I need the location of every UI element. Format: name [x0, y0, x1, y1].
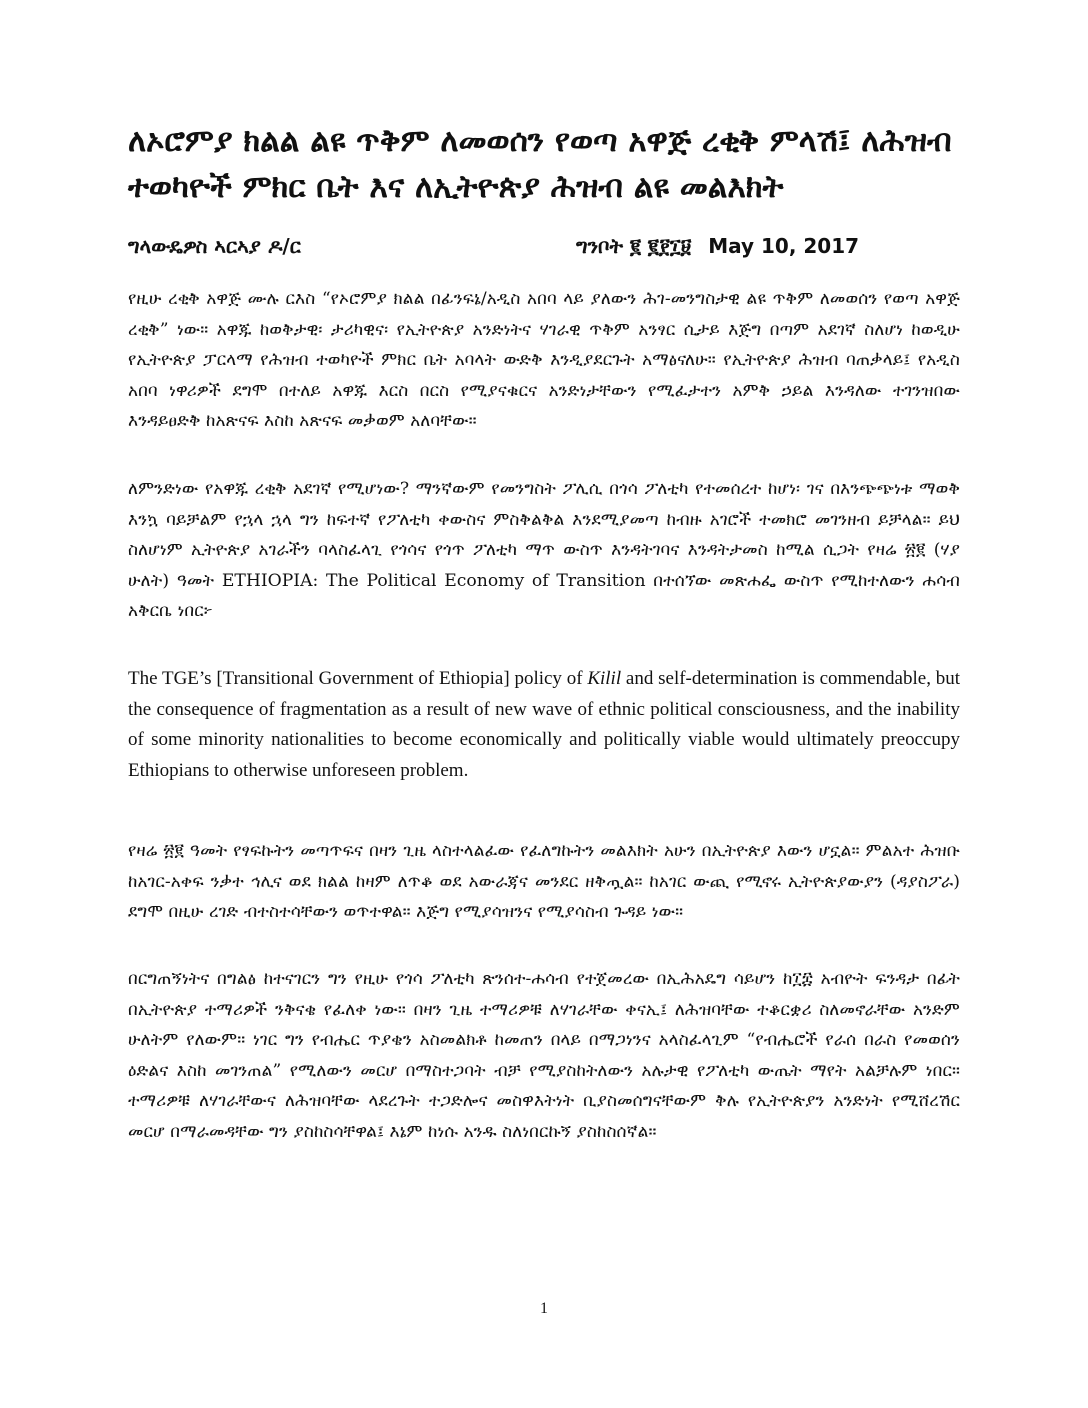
paragraph-1: የዚሁ ረቂቅ አዋጅ ሙሉ ርእስ “የኦሮምያ ክልል በፊንፍኔ/አዲስ አበባ ላይ ያለውን ሕገ-መንግስታዊ ልዩ ጥቅም ለመወሰን የወጣ አዋጅ ረቂቅ” ነው። አዋጁ ከወቅታዊ፡ ታሪካዊና፡ የኢትዮጵያ አንድነትና ሃገራዊ ጥቅም አንፃር ሲታይ እጅግ በጣም አደገኛ ስለሆነ ከወዲሁ የኢትዮጵያ ፓርላማ የሕዝብ ተወካዮች ምክር ቤት አባላት ውድቅ እንዲያደርጉት አማፅናለሁ። የኢትዮጵያ ሕዝብ ባጠቃላይ፤ የአዲስ አበባ ነዋሪዎች ደግሞ በተለይ አዋጁ እርስ በርስ የሚያናቁርና አንድነታቸውን የሚፈታተን አምቅ ኃይል እንዳለው ተገንዝበው እንዳይፀድቅ ከአጽናፍ እስከ አጽናፍ መቃወም አለባቸው።	[128, 289, 960, 432]
byline	[128, 226, 968, 266]
date-ethiopic: ግንቦት ፪ ፪፻፲፱	[576, 234, 692, 258]
quote-text-end: and self-determination is commendable, but the consequence of fragmentation as a result of new wave of ethnic political consciousness, and the inability of some minority nationalities to become economically and politically viable would ultimately preoccupy Ethiopians to otherwise unforeseen problem.	[128, 668, 961, 781]
paragraph-4: የዛሬ ፳፪ ዓመት የፃፍኩትን መጣጥፍና በዛን ጊዜ ላስተላልፈው የፈለግኩትን መልእክት አሁን በኢትዮጵያ እውን ሆኗል። ምልአተ ሕዝቡ ከአገር-አቀፍ ንቃተ ኅሊና ወደ ክልል ከዛም ለጥቆ ወደ አውራጃና መንደር ዘቅጧል። ከአገር ውጪ የሚኖሩ ኢትዮጵያውያን (ዳያስፖራ) ደግሞ በዚሁ ረገድ ብተስተሳቸውን ወጥተዋል። እጅግ የሚያሳዝንና የሚያሳስብ ጉዳይ ነው።	[128, 841, 960, 923]
author-name: ግላውዴዎስ ኣርኣያ ዶ/ር	[128, 234, 301, 258]
date-gregorian: May 10, 2017	[708, 234, 860, 258]
paragraph-2: ለምንድነው የአዋጁ ረቂቅ አደገኛ የሚሆነው? ማንኛውም የመንግስት ፖሊሲ በጎሳ ፖለቲካ የተመሰረተ ከሆነ፡ ገና በእንጭጭነቱ ማወቅ እንኳ ባይቻልም የኋላ ኋላ ግን ከፍተኛ የፖለቲካ ቀውስና ምስቅልቅል እንደሚያመጣ ከብዙ አገሮች ተመክሮ መገንዘብ ይቻላል። ይህ ስለሆነም ኢትዮጵያ አገራችን ባላስፈላጊ የጎሳና የጎጥ ፖለቲካ ማጥ ውስጥ እንዳትገባና እንዳትታመስ ከሚል ሲጋት የዛሬ ፳፪ (ሃያ ሁለት) ዓመት ETHIOPIA: The Political Economy of Transition በተሰኘው መጽሐፌ ውስጥ የሚከተለውን ሐሳብ አቅርቤ ነበር፦	[128, 479, 960, 622]
paragraph-3-quote	[128, 664, 960, 786]
quote-text-start: The TGE’s [Transitional Government of Ethiopia] policy of	[128, 668, 588, 689]
document-title: ለኦሮምያ ክልል ልዩ ጥቅም ለመወሰን የወጣ አዋጅ ረቂቅ ምላሽ፤ ለሕዝብ ተወካዮች ምክር ቤት እና ለኢትዮጵያ ሕዝብ ልዩ መልእክት	[128, 123, 952, 205]
page-number: 1	[540, 1300, 548, 1317]
paragraph-5: በርግጠኝነትና በግልፅ ከተናገርን ግን የዚሁ የጎሳ ፖለቲካ ጽንሰተ-ሐሳብ የተጀመረው በኢሕአዴግ ሳይሆን ከ፲፰ አብዮት ፍንዳታ በፊት በኢትዮጵያ ተማሪዎች ንቅናቄ የፈለቀ ነው። በዛን ጊዜ ተማሪዎቹ ለሃገራቸው ቀናኢ፤ ለሕዝባቸው ተቆርቋሪ ስለመኖራቸው አንድም ሁለትም የለውም። ነገር ግን የብሔር ጥያቄን አስመልክቶ ከመጠን በላይ በማጋነንና አላስፈላጊም “የብሔሮች የራሰ በራስ የመወሰን ዕድልና እስከ መገንጠል” የሚለውን መርሆ በማስተጋባት ብቻ የሚያስከትለውን አሉታዊ የፖለቲካ ውጤት ማየት አልቻሉም ነበር። ተማሪዎቹ ለሃገራቸውና ለሕዝባቸው ላደረጉት ተጋድሎና መስዋእትነት ቢያስመሰግናቸውም ቅሉ የኢትዮጵያን አንድነት የሚሸረሽር መርሆ በማራመዳቸው ግን ያስከስሳቸዋል፤ እኔም ከነሱ አንዱ ስለነበርኩኝ ያስከስሰኛል።	[128, 969, 960, 1142]
quote-italic-term: Kilil	[587, 668, 622, 689]
date-line	[576, 226, 859, 266]
